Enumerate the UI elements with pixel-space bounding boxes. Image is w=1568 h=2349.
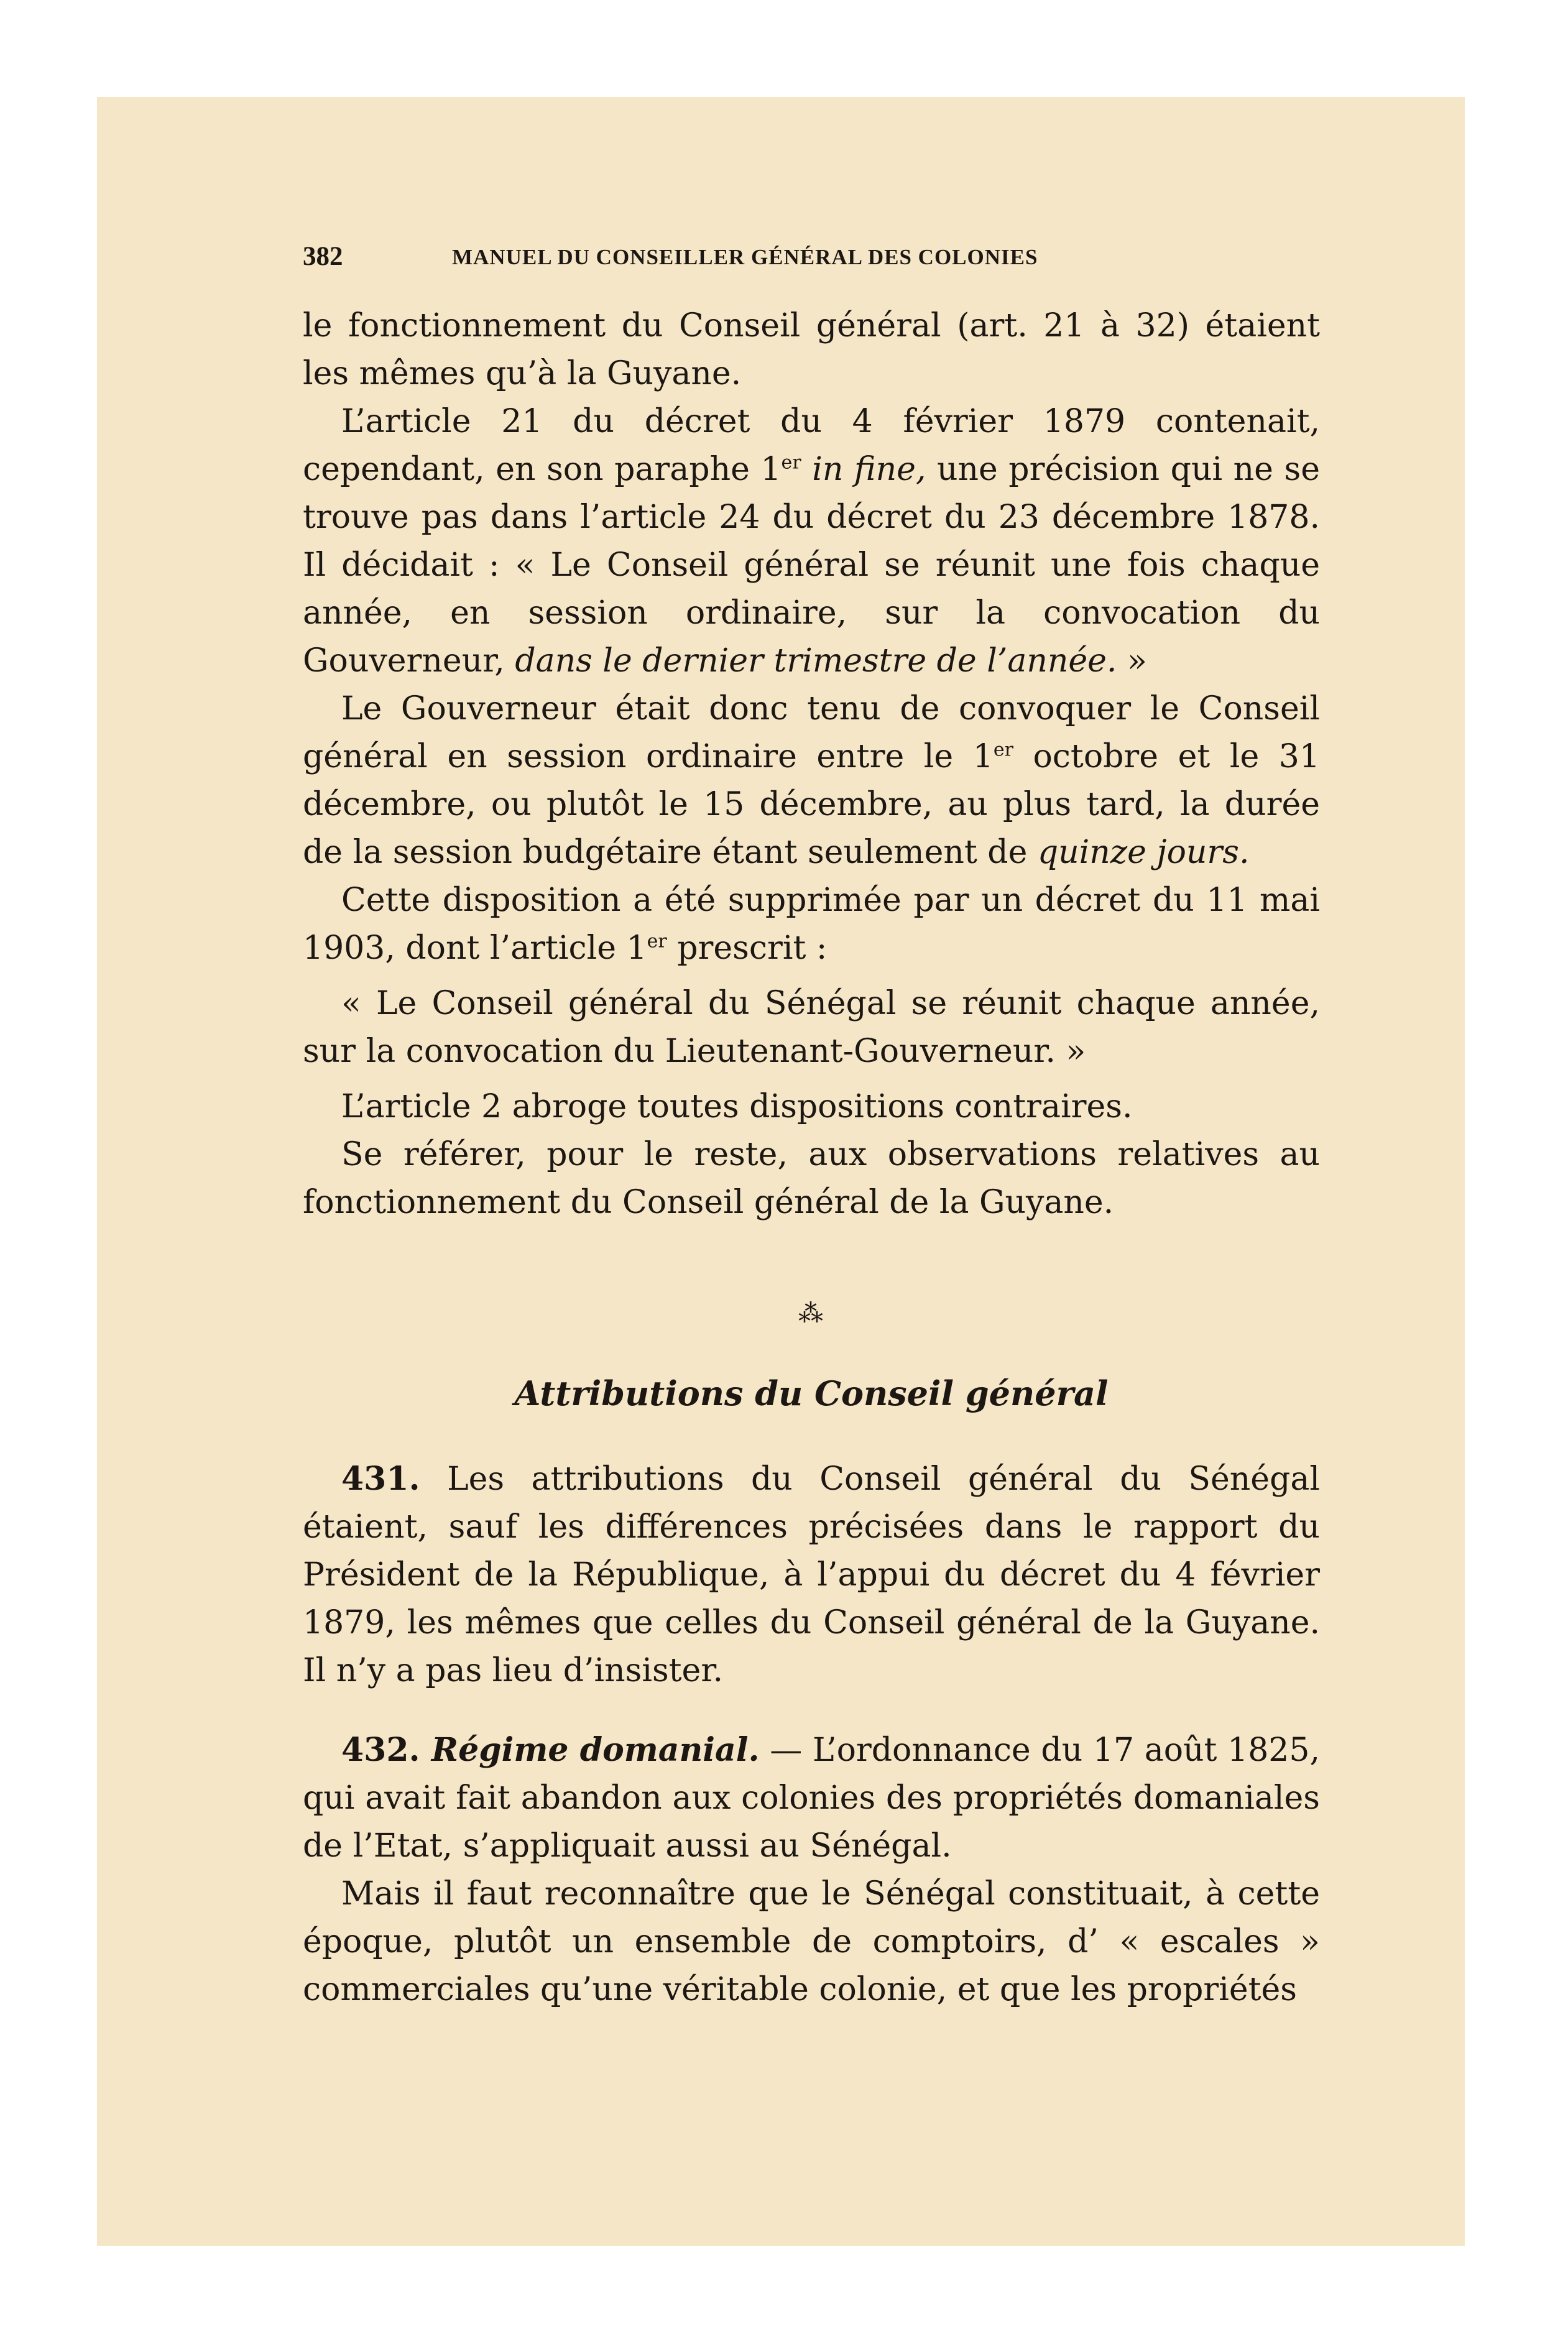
- italic-text: in fine,: [801, 451, 926, 488]
- paragraph-431: [303, 1455, 1320, 1695]
- paragraph-text: Mais il faut reconnaître que le Sénégal constituait, à cette époque, plutôt un ensemble de comptoirs, d’ « escales » commerciales qu’une véritable colonie, et que les propriétés: [303, 1875, 1320, 2008]
- scanned-page: [97, 97, 1465, 2246]
- paragraph-disposition: [303, 877, 1320, 972]
- superscript: er: [781, 451, 801, 474]
- paragraph-432-continued: [303, 1870, 1320, 2014]
- page-number: 382: [303, 242, 343, 271]
- paragraph-text: octobre et le 31 décembre, ou plutôt le 15 décembre, au plus tard, la durée de la session budgétaire étant seulement de: [303, 738, 1320, 871]
- paragraph-text: Se référer, pour le reste, aux observations relatives au fonctionnement du Conseil général de la Guyane.: [303, 1136, 1320, 1221]
- body-text: [303, 302, 1320, 2014]
- paragraph-gouverneur: [303, 685, 1320, 877]
- paragraph-text: « Le Conseil général du Sénégal se réunit chaque année, sur la convocation du Lieutenant-Gouverneur. »: [303, 985, 1320, 1070]
- paragraph-number: 432.: [341, 1731, 420, 1769]
- paragraph-number: 431.: [341, 1460, 420, 1498]
- paragraph-quote: [303, 980, 1320, 1076]
- superscript: er: [993, 739, 1013, 761]
- paragraph-article-21: [303, 398, 1320, 685]
- section-heading: Attributions du Conseil général: [514, 1373, 1109, 1413]
- paragraph-432: [303, 1726, 1320, 1870]
- runin-heading: Régime domanial.: [420, 1731, 760, 1769]
- paragraph-text: L’article 2 abroge toutes dispositions contraires.: [341, 1088, 1133, 1125]
- superscript: er: [647, 930, 667, 953]
- paragraph-text: prescrit :: [666, 930, 828, 967]
- paragraph-text: Le Gouverneur était donc tenu de convoquer le Conseil général en session ordinaire entre le 1: [303, 690, 1320, 775]
- asterism-ornament: ⁂: [798, 1299, 824, 1328]
- italic-text: dans le dernier trimestre de l’année.: [515, 642, 1117, 680]
- paragraph-text: une précision qui ne se trouve pas dans l’article 24 du décret du 23 décembre 1878. Il décidait : « Le Conseil général se réunit une fois chaque année, en session ordinaire, sur la convocation du Gouverneur,: [303, 451, 1320, 680]
- paragraph-referer: [303, 1131, 1320, 1227]
- paragraph-text: Cette disposition a été supprimée par un décret du 11 mai 1903, dont l’article 1: [303, 882, 1320, 967]
- paragraph-text: L’article 21 du décret du 4 février 1879 contenait, cependant, en son paraphe 1: [303, 403, 1320, 488]
- paragraph-continuation: [303, 302, 1320, 398]
- paragraph-text: »: [1117, 642, 1147, 680]
- paragraph-article-2: [303, 1083, 1320, 1131]
- paragraph-text: — L’ordonnance du 17 août 1825, qui avait fait abandon aux colonies des propriétés domaniales de l’Etat, s’appliquait aussi au Sénégal.: [303, 1732, 1321, 1865]
- paragraph-text: le fonctionnement du Conseil général (art. 21 à 32) étaient les mêmes qu’à la Guyane.: [303, 307, 1320, 392]
- paragraph-text: Les attributions du Conseil général du Sénégal étaient, sauf les différences précisées dans le rapport du Président de la République, à l’appui du décret du 4 février 1879, les mêmes que celles du Conseil général de la Guyane. Il n’y a pas lieu d’insister.: [303, 1461, 1320, 1689]
- page-header: [303, 241, 1322, 279]
- running-title: MANUEL DU CONSEILLER GÉNÉRAL DES COLONIES: [452, 245, 1038, 269]
- italic-text: quinze jours.: [1037, 834, 1250, 871]
